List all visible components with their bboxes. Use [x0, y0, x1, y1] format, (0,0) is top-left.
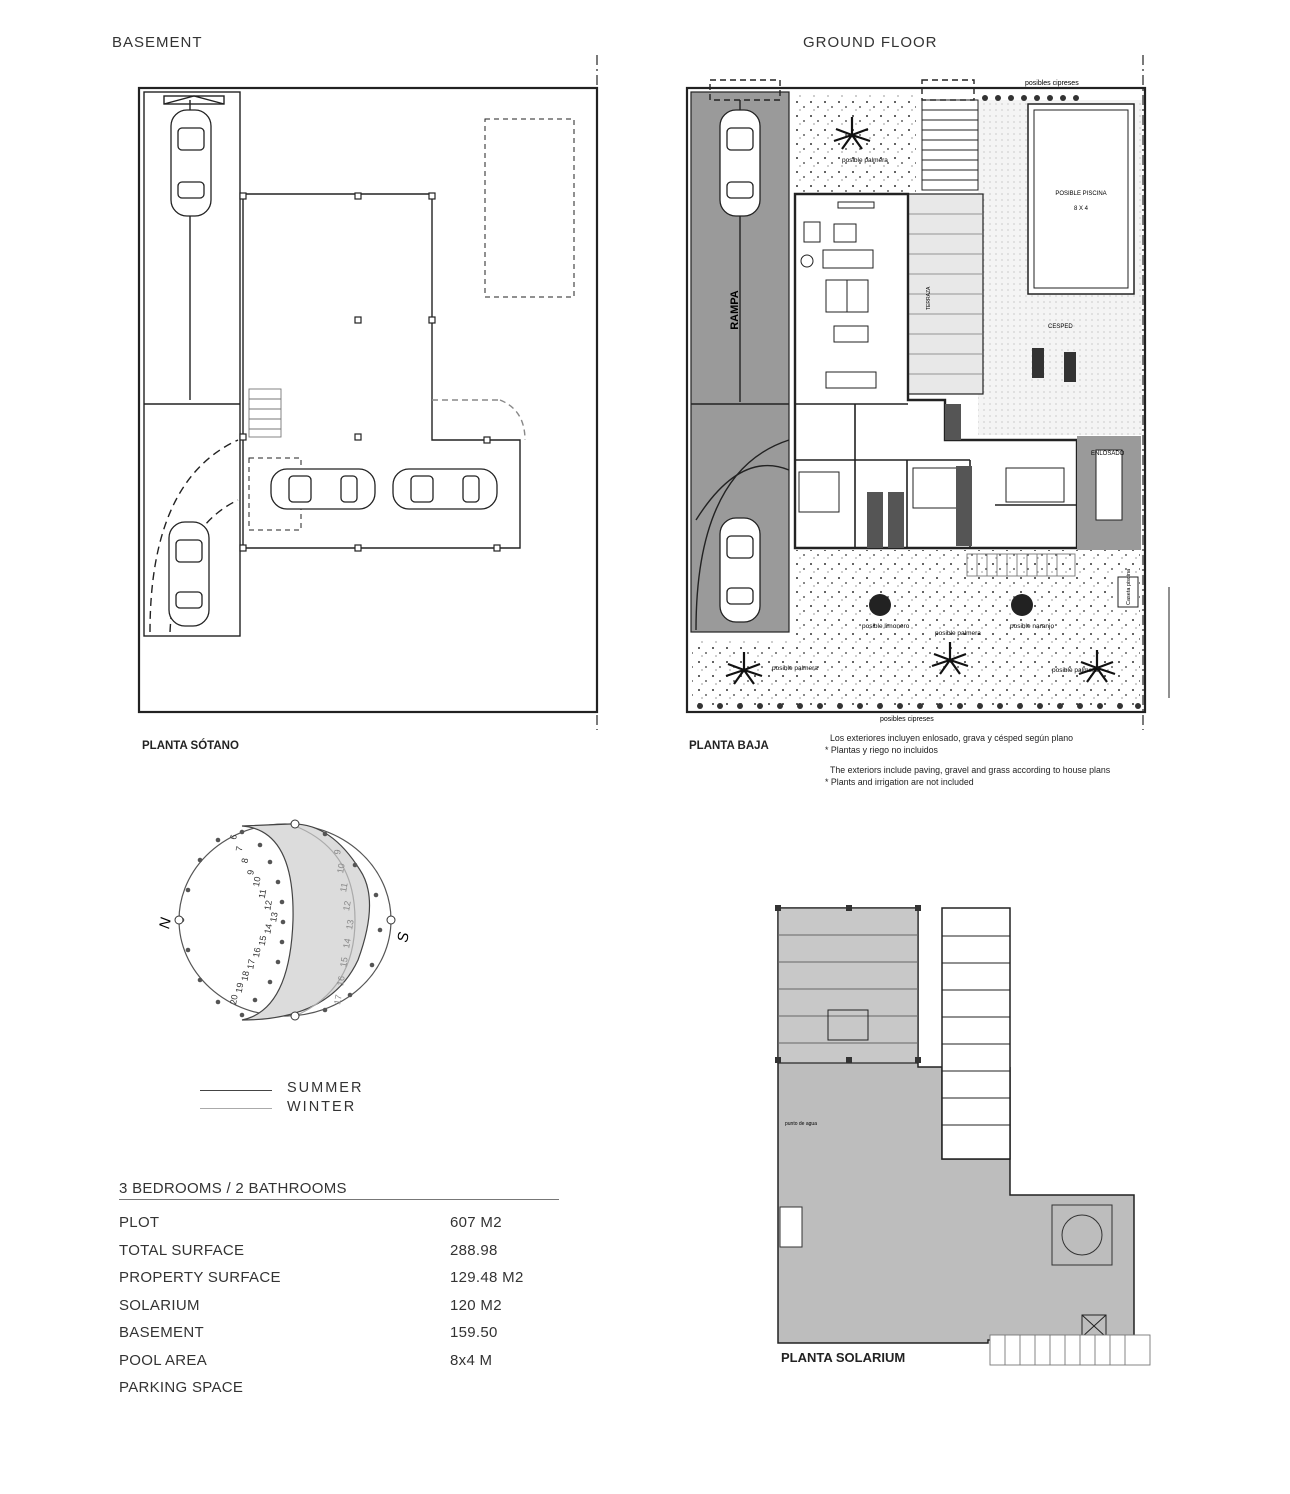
- summer-hour-label: 7: [233, 845, 245, 853]
- winter-hour-label: 13: [344, 918, 356, 931]
- car-icon-6: [720, 518, 760, 622]
- summer-hour-label: 16: [251, 946, 263, 959]
- spec-row: [119, 1324, 559, 1348]
- pool-house-label: Caseta piscina: [1126, 568, 1132, 605]
- summer-hour-label: 13: [268, 911, 280, 923]
- spec-label: PROPERTY SURFACE: [119, 1269, 281, 1286]
- spec-label: PARKING SPACE: [119, 1379, 244, 1396]
- lawn-label: CESPED: [1048, 324, 1073, 330]
- spec-value: 8x4 M: [450, 1351, 493, 1369]
- note-es-2: * Plantas y riego no incluidos: [825, 745, 938, 755]
- spec-value: 120 M2: [450, 1296, 502, 1314]
- spec-label: POOL AREA: [119, 1351, 208, 1369]
- note-en-1: The exteriors include paving, gravel and grass according to house plans: [830, 765, 1111, 775]
- palm-label-2: posible palmera: [772, 665, 818, 672]
- ground-floor-title: GROUND FLOOR: [803, 34, 938, 51]
- car-icon-5: [720, 110, 760, 216]
- note-en-2: * Plants and irrigation are not included: [825, 777, 974, 787]
- sink-icon: [780, 1207, 802, 1247]
- summer-hour-label: 6: [228, 833, 239, 841]
- solarium-plan-label: PLANTA SOLARIUM: [781, 1350, 906, 1365]
- north-label: N: [156, 916, 175, 931]
- winter-label: WINTER: [287, 1099, 357, 1115]
- palm-label-1: posible palmera: [842, 157, 888, 164]
- orange-tree-label: posible naranjo: [1010, 623, 1055, 630]
- spec-value: 607 M2: [450, 1214, 502, 1231]
- cypress-label-bottom: posibles cipreses: [880, 716, 934, 723]
- winter-hour-label: 12: [341, 900, 353, 912]
- pool-size-label: 8 X 4: [1073, 206, 1089, 212]
- basement-plan: [0, 0, 640, 760]
- pool: [1028, 104, 1134, 294]
- winter-hour-label: 10: [335, 862, 347, 875]
- sun-path-diagram: [150, 810, 430, 1060]
- car-icon-1: [171, 110, 211, 216]
- spec-label: SOLARIUM: [119, 1296, 200, 1314]
- dashed-zone: [485, 119, 574, 297]
- note-es-1: Los exteriores incluyen enlosado, grava y césped según plano: [830, 733, 1074, 743]
- winter-hour-label: 16: [335, 975, 347, 987]
- ground-plan-label: PLANTA BAJA: [689, 740, 769, 752]
- summer-label: SUMMER: [287, 1080, 364, 1096]
- spec-row: [119, 1297, 559, 1321]
- summer-line: [200, 1090, 272, 1091]
- ground-floor-plan: [640, 0, 1240, 760]
- spec-value: 159.50: [450, 1324, 498, 1341]
- lemon-tree-label: posible limonero: [862, 623, 910, 630]
- car-icon-2: [169, 522, 209, 626]
- spec-row: [119, 1242, 559, 1266]
- basement-plan-label: PLANTA SÓTANO: [142, 740, 239, 752]
- palm-label-3: posible palmera: [935, 630, 981, 637]
- winter-hour-label: 14: [341, 937, 353, 950]
- summer-hour-label: 17: [245, 958, 257, 970]
- summer-hour-label: 12: [262, 899, 275, 912]
- spec-row: [119, 1352, 559, 1376]
- water-point-label: punto de agua: [785, 1121, 817, 1127]
- spec-label: BASEMENT: [119, 1324, 204, 1341]
- spec-row: [119, 1214, 559, 1238]
- summer-hour-label: 9: [245, 869, 256, 876]
- summer-hour-label: 15: [256, 934, 269, 947]
- basement-title: BASEMENT: [112, 34, 203, 51]
- summer-hour-label: 14: [262, 923, 275, 935]
- winter-hour-label: 9: [332, 848, 343, 856]
- winter-hour-label: 15: [338, 956, 350, 968]
- summer-hour-label: 8: [239, 857, 251, 864]
- spec-row: [119, 1379, 559, 1403]
- ramp-label: RAMPA: [729, 290, 741, 330]
- solarium-plan: [760, 895, 1170, 1385]
- spec-value: 288.98: [450, 1241, 498, 1259]
- summer-hour-label: 20: [228, 993, 240, 1006]
- winter-hour-label: 17: [332, 993, 344, 1006]
- terrace-label: TERRAZA: [926, 286, 932, 310]
- spec-label: PLOT: [119, 1214, 160, 1231]
- orange-tree-icon: [1011, 594, 1033, 616]
- cypress-label-top: posibles cipreses: [1025, 80, 1079, 87]
- summer-hour-label: 11: [256, 888, 269, 900]
- paving-label: ENLOSADO: [1091, 451, 1125, 457]
- spec-label: TOTAL SURFACE: [119, 1241, 245, 1259]
- lemon-tree-icon: [869, 594, 891, 616]
- specs-title: 3 BEDROOMS / 2 BATHROOMS: [119, 1180, 347, 1197]
- winter-line: [200, 1108, 272, 1109]
- palm-label-4: posible palmera: [1052, 667, 1098, 674]
- south-label: S: [394, 930, 413, 944]
- winter-hour-label: 11: [338, 881, 350, 893]
- specs-divider: [119, 1199, 559, 1200]
- spec-value: 129.48 M2: [450, 1269, 524, 1286]
- spec-row: [119, 1269, 559, 1293]
- car-icon-4: [393, 469, 497, 509]
- summer-hour-label: 19: [233, 981, 246, 994]
- pool-label: POSIBLE PISCINA: [1055, 191, 1107, 197]
- summer-hour-label: 18: [239, 970, 252, 982]
- summer-hour-label: 10: [251, 875, 263, 888]
- car-icon-3: [271, 469, 375, 509]
